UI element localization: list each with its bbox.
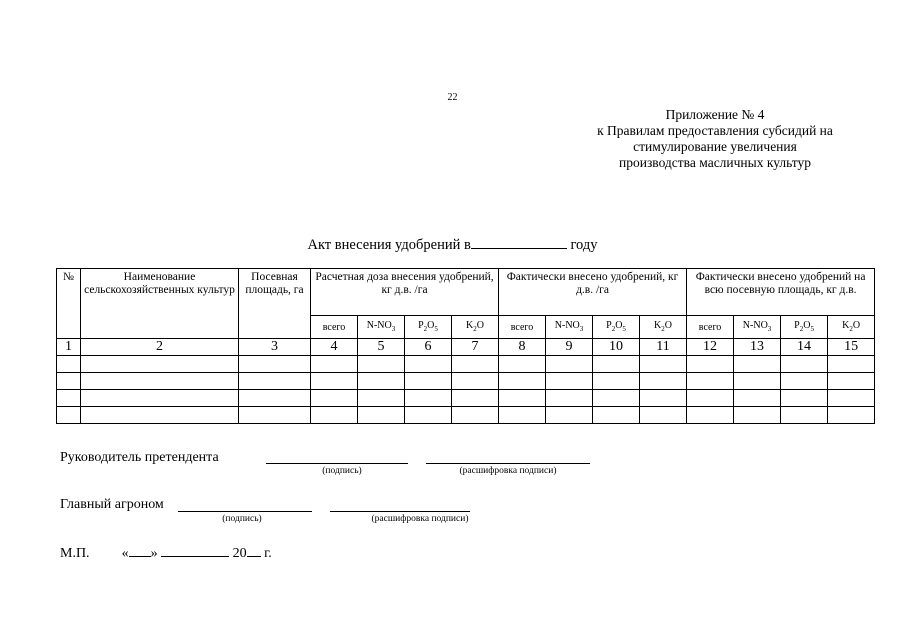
sub-potassium: $K_2O$ <box>452 316 499 339</box>
appendix-line: к Правилам предоставления субсидий на <box>597 123 833 138</box>
table-row <box>57 390 875 407</box>
year-prefix: 20 <box>232 546 247 561</box>
column-number: 1 <box>57 339 81 356</box>
column-number: 14 <box>781 339 828 356</box>
column-number: 3 <box>239 339 311 356</box>
table-row <box>57 373 875 390</box>
act-title <box>0 235 905 254</box>
column-number: 2 <box>81 339 239 356</box>
column-number: 11 <box>640 339 687 356</box>
column-number: 5 <box>358 339 405 356</box>
header-calculated-dose: Расчетная доза внесения удобрений, кг д.в. /га <box>311 269 499 316</box>
column-number: 15 <box>828 339 875 356</box>
chief-agronomist-label: Главный агроном <box>60 497 164 512</box>
head-decode-caption: (расшифровка подписи) <box>459 466 557 476</box>
year-blank-short[interactable] <box>247 544 261 557</box>
year-suffix: г. <box>260 546 272 561</box>
agronomist-signature-caption: (подпись) <box>222 514 262 524</box>
header-actual-applied: Фактически внесено удобрений, кг д.в. /га <box>499 269 687 316</box>
column-number: 13 <box>734 339 781 356</box>
header-crop-name: Наименование сельскохозяйственных культур <box>81 269 239 339</box>
agronomist-decode-caption: (расшифровка подписи) <box>371 514 469 524</box>
sub-phosphorus: $P_2O_5$ <box>593 316 640 339</box>
sub-nitrogen: $N-NO_3$ <box>734 316 781 339</box>
head-signature-caption: (подпись) <box>322 466 362 476</box>
act-title-prefix: Акт внесения удобрений в <box>307 237 471 253</box>
column-number: 8 <box>499 339 546 356</box>
sub-total: всего <box>499 316 546 339</box>
fertilizer-table <box>56 268 875 424</box>
sub-potassium: $K_2O$ <box>828 316 875 339</box>
appendix-line: производства масличных культур <box>619 155 811 170</box>
appendix-line: стимулирование увеличения <box>633 139 797 154</box>
header-sown-area: Посевная площадь, га <box>239 269 311 339</box>
sub-total: всего <box>687 316 734 339</box>
close-quote: » <box>150 546 158 561</box>
sub-total: всего <box>311 316 358 339</box>
agronomist-decode-line[interactable] <box>330 510 470 512</box>
year-blank <box>471 235 567 249</box>
act-title-suffix: году <box>566 237 598 253</box>
column-number: 6 <box>405 339 452 356</box>
month-blank[interactable] <box>161 544 229 557</box>
sub-nitrogen: $N-NO_3$ <box>358 316 405 339</box>
head-signature-line[interactable] <box>266 462 408 464</box>
sub-phosphorus: $P_2O_5$ <box>781 316 828 339</box>
column-number: 4 <box>311 339 358 356</box>
sub-potassium: $K_2O$ <box>640 316 687 339</box>
table-row <box>57 407 875 424</box>
appendix-heading <box>560 107 870 171</box>
column-number: 7 <box>452 339 499 356</box>
page-number: 22 <box>447 92 458 103</box>
sub-nitrogen: $N-NO_3$ <box>546 316 593 339</box>
stamp-mark: М.П. <box>60 546 90 561</box>
head-decode-line[interactable] <box>426 462 590 464</box>
stamp-date-line <box>60 544 272 562</box>
appendix-line: Приложение № 4 <box>665 107 765 122</box>
column-number: 9 <box>546 339 593 356</box>
column-number: 10 <box>593 339 640 356</box>
header-number: № <box>57 269 81 339</box>
column-number: 12 <box>687 339 734 356</box>
header-actual-total-area: Фактически внесено удобрений на всю посевную площадь, кг д.в. <box>687 269 875 316</box>
agronomist-signature-line[interactable] <box>178 510 312 512</box>
sub-phosphorus: $P_2O_5$ <box>405 316 452 339</box>
day-blank[interactable] <box>129 544 151 557</box>
table-row <box>57 356 875 373</box>
head-of-applicant-label: Руководитель претендента <box>60 450 219 465</box>
open-quote: « <box>121 546 129 561</box>
